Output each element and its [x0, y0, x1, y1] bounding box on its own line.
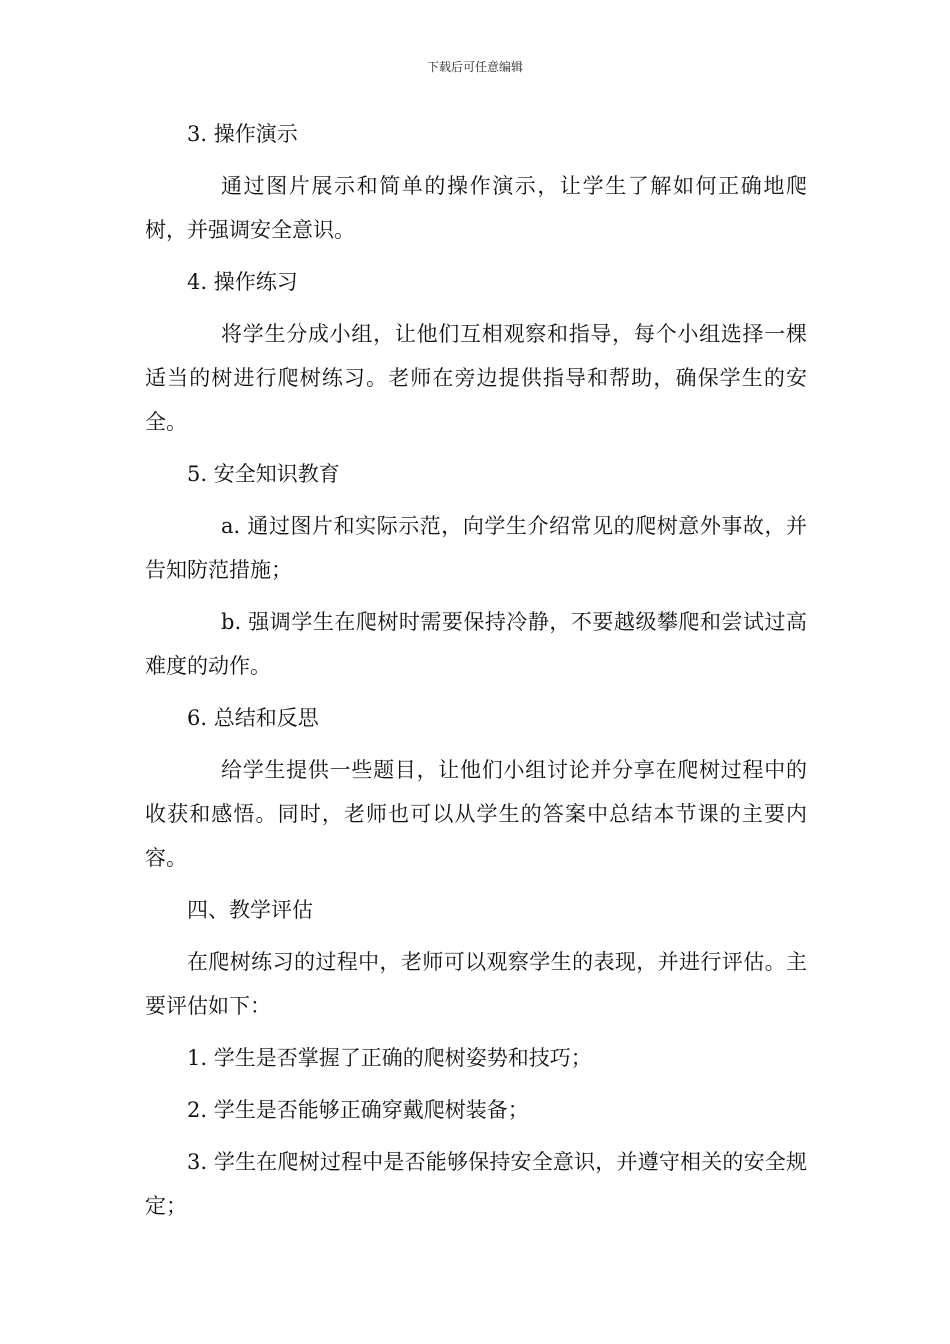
heading-summary-reflection: 6. 总结和反思 [187, 706, 319, 730]
heading-operation-demo: 3. 操作演示 [187, 122, 298, 146]
list-item-evaluation-3: 3. 学生在爬树过程中是否能够保持安全意识，并遵守相关的安全规定； [145, 1150, 807, 1218]
heading-safety-education: 5. 安全知识教育 [187, 462, 340, 486]
paragraph-summary-reflection: 给学生提供一些题目，让他们小组讨论并分享在爬树过程中的收获和感悟。同时，老师也可以从学生的答案中总结本节课的主要内容。 [145, 758, 807, 870]
paragraph-evaluation-intro: 在爬树练习的过程中，老师可以观察学生的表现，并进行评估。主要评估如下： [145, 950, 807, 1018]
paragraph-operation-demo: 通过图片展示和简单的操作演示，让学生了解如何正确地爬树，并强调安全意识。 [145, 174, 807, 242]
paragraph-safety-a: a. 通过图片和实际示范，向学生介绍常见的爬树意外事故，并告知防范措施； [145, 514, 807, 582]
list-item-evaluation-2: 2. 学生是否能够正确穿戴爬树装备； [187, 1098, 529, 1122]
paragraph-operation-practice: 将学生分成小组，让他们互相观察和指导，每个小组选择一棵适当的树进行爬树练习。老师在旁边提供指导和帮助，确保学生的安全。 [145, 322, 807, 434]
page-header-note: 下载后可任意编辑 [426, 60, 523, 74]
document-body [145, 112, 807, 1236]
heading-teaching-evaluation: 四、教学评估 [187, 898, 313, 922]
heading-operation-practice: 4. 操作练习 [187, 270, 298, 294]
list-item-evaluation-1: 1. 学生是否掌握了正确的爬树姿势和技巧； [187, 1046, 592, 1070]
paragraph-safety-b: b. 强调学生在爬树时需要保持冷静，不要越级攀爬和尝试过高难度的动作。 [145, 610, 807, 678]
